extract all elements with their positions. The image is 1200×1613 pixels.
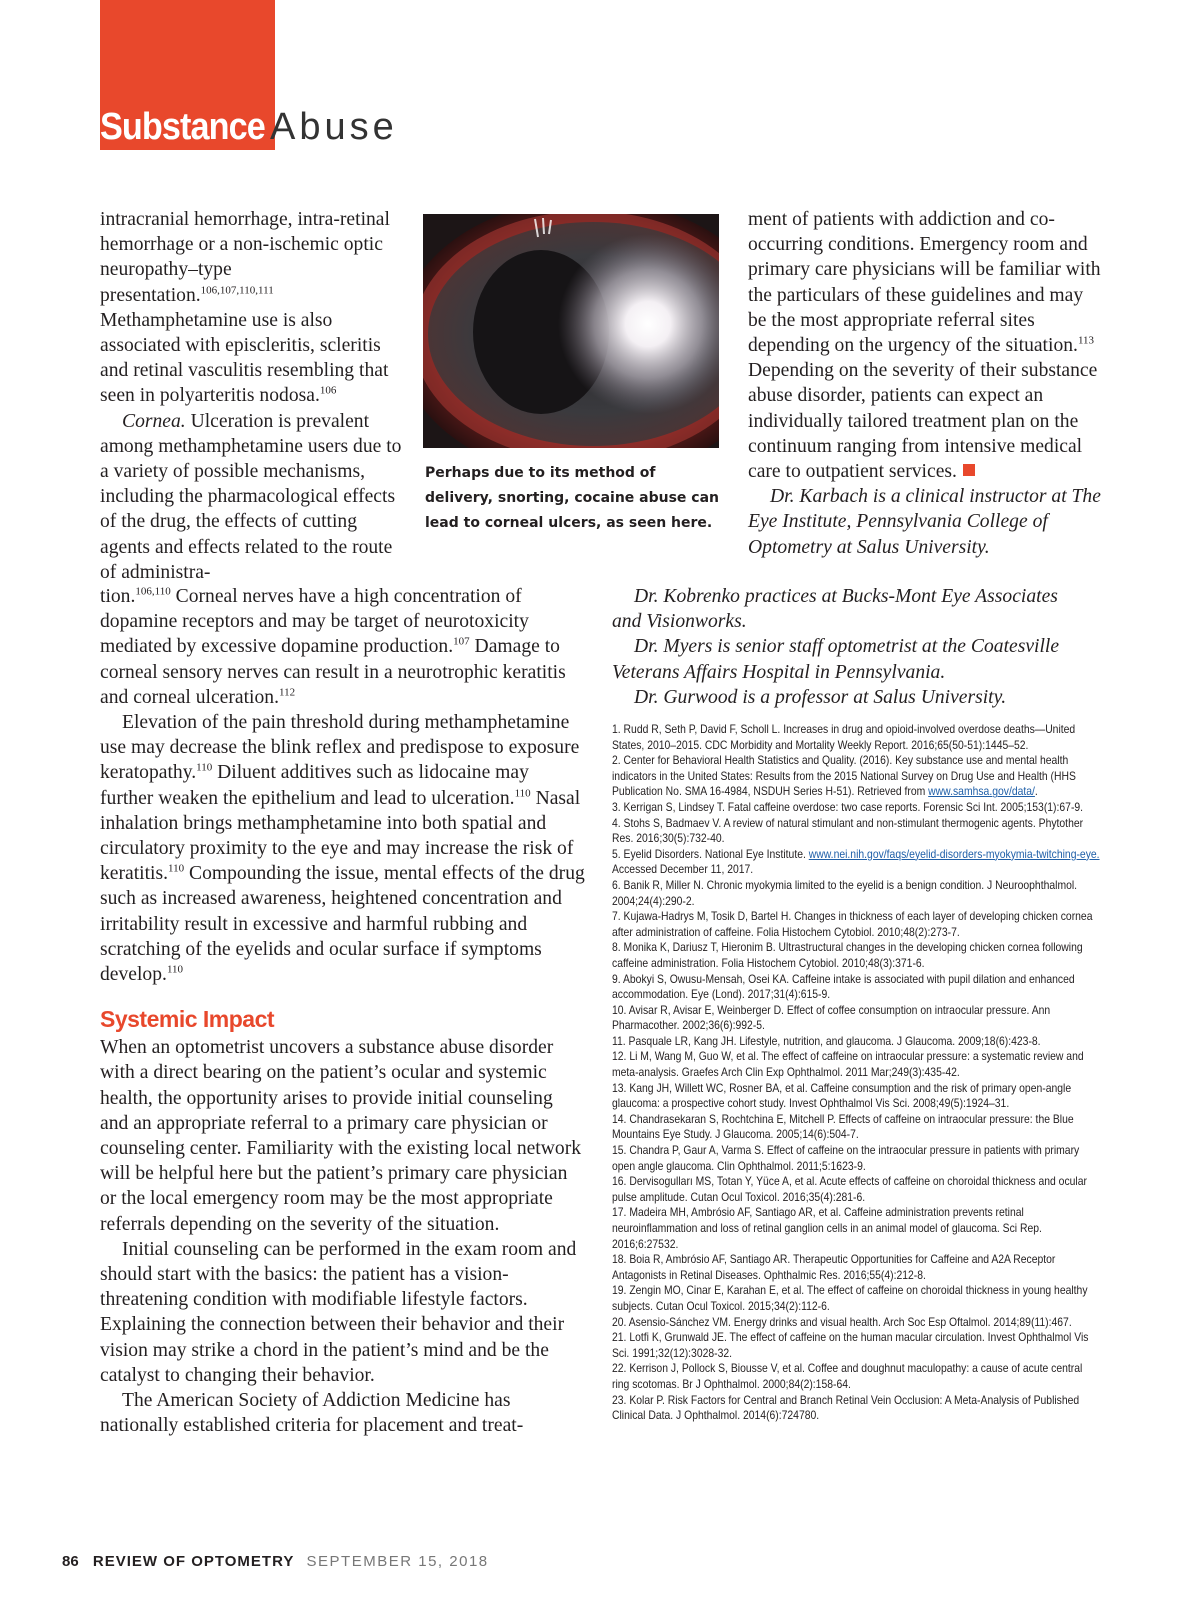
section-title — [100, 101, 398, 149]
paragraph: When an optometrist uncovers a substance abuse disorder with a direct bearing on the patient’s ocular and systemic health, the opportunity arises to provide initial counseling and an appropriate referral to a primary care physician or counseling center. Familiarity with the existing local network will be helpful here but the patient’s primary care physician or the local emergency room may be the most appropriate referrals depending on the severity of the situation. — [100, 1037, 582, 1235]
subhead-systemic-impact: Systemic Impact — [100, 1006, 275, 1033]
section-title-word2: Abuse — [270, 106, 398, 148]
author-bios — [612, 584, 1082, 710]
reference-item: 13. Kang JH, Willett WC, Rosner BA, et al. Caffeine consumption and the risk of primary open-angle glaucoma: a prospective cohort study. Invest Ophthalmol Vis Sci. 2008;49(5):1924–31. — [612, 1080, 1072, 1111]
author-bio: Dr. Myers is senior staff optometrist at the Coatesville Veterans Affairs Hospital in Pennsylvania. — [612, 636, 1060, 683]
reference-item: 18. Boia R, Ambrósio AF, Santiago AR. Therapeutic Opportunities for Caffeine and A2A Receptor Antagonists in Retinal Diseases. Ophthalmic Res. 2016;55(4):212-8. — [612, 1252, 1056, 1282]
left-column-upper — [100, 207, 405, 585]
right-column — [748, 207, 1103, 560]
corneal-ulcer-photo — [423, 214, 719, 448]
issue-date: SEPTEMBER 15, 2018 — [306, 1553, 489, 1570]
reference-item: 15. Chandra P, Gaur A, Varma S. Effect of caffeine on the intraocular pressure in patients with primary open angle glaucoma. Clin Ophthalmol. 2011;5:1623-9. — [612, 1143, 1080, 1173]
reference-item: 12. Li M, Wang M, Guo W, et al. The effect of caffeine on intraocular pressure: a systematic review and meta-analysis. Graefes Arch Clin Exp Ophthalmol. 2011 Mar;249(3):435-42. — [612, 1049, 1084, 1080]
reference-item: 9. Abokyi S, Owusu-Mensah, Osei KA. Caffeine intake is associated with pupil dilation and enhanced accommodation. Eye (Lond). 2017;31(4):615-9. — [612, 971, 1075, 1002]
reference-item: 21. Lotfi K, Grunwald JE. The effect of caffeine on the human macular circulation. Invest Ophthalmol Vis Sci. 1991;32(12):3028-32. — [612, 1330, 1089, 1360]
author-bio: Dr. Karbach is a clinical instructor at The Eye Institute, Pennsylvania College of Optometry at Salus University. — [748, 486, 1101, 558]
reference-item: 20. Asensio-Sánchez VM. Energy drinks and visual health. Arch Soc Esp Oftalmol. 2014;89(11):467. — [612, 1314, 1072, 1329]
reference-item: 14. Chandrasekaran S, Rochtchina E, Mitchell P. Effects of caffeine on intraocular pressure: the Blue Mountains Eye Study. J Glaucoma. 2005;14(6):504-7. — [612, 1111, 1074, 1142]
reference-link[interactable]: www.nei.nih.gov/faqs/eyelid-disorders-myokymia-twitching-eye. — [808, 846, 1100, 861]
left-column-lower — [100, 584, 585, 1439]
reference-item: 1. Rudd R, Seth P, David F, Scholl L. Increases in drug and opioid-involved overdose deaths—United States, 2010–2015. CDC Morbidity and Mortality Weekly Report. 2016;65(50-51):1445–52. — [612, 722, 1076, 752]
paragraph: Elevation of the pain threshold during methamphetamine use may decrease the blink reflex and predispose to exposure keratopathy.$^{110}$ Diluent additives such as lidocaine may further weaken the epithelium and lead to ulceration.$^{110}$ Nasal inhalation brings methamphetamine into both spatial and circulatory proximity to the eye and may increase the risk of keratitis.$^{110}$ Compounding the issue, mental effects of the drug such as increased awareness, heightened concentration and irritability result in excessive and harmful rubbing and scratching of the eyelids and ocular surface if symptoms develop.$^{110}$ — [100, 712, 585, 986]
reference-link[interactable]: www.samhsa.gov/data/ — [928, 784, 1035, 799]
reference-item: 11. Pasquale LR, Kang JH. Lifestyle, nutrition, and glaucoma. J Glaucoma. 2009;18(6):423-8. — [612, 1033, 1041, 1048]
reference-item: 6. Banik R, Miller N. Chronic myokymia limited to the eyelid is a benign condition. J Neuroophthalmol. 2004;24(4):290-2. — [612, 877, 1078, 908]
paragraph: ment of patients with addiction and co-occurring conditions. Emergency room and primary care physicians will be familiar with the particulars of these guidelines and may be the most appropriate referral sites depending on the urgency of the situation.$^{113}$ Depending on the severity of their substance abuse disorder, patients can expect an individually tailored treatment plan on the continuum ranging from intensive medical care to outpatient services. — [748, 209, 1101, 483]
author-bio: Dr. Gurwood is a professor at Salus University. — [634, 686, 1007, 708]
paragraph: Initial counseling can be performed in the exam room and should start with the basics: the patient has a vision-threatening condition with modifiable lifestyle factors. Explaining the connection between their behavior and their vision may strike a chord in the patient’s mind and be the catalyst to changing their behavior. — [100, 1238, 577, 1386]
reference-item: 2. Center for Behavioral Health Statistics and Quality. (2016). Key substance use and mental health indicators in the United States: Results from the 2015 National Survey on Drug Use and Health (HHS Publication No. SMA 16-4984, NSDUH Series H-51). Retrieved from www.samhsa.gov/data/. — [612, 753, 1076, 799]
publication-name: REVIEW OF OPTOMETRY — [92, 1553, 295, 1570]
reference-item: 7. Kujawa-Hadrys M, Tosik D, Bartel H. Changes in thickness of each layer of developing chicken cornea after administration of caffeine. Folia Histochem Cytobiol. 2010;48(2):273-7. — [612, 909, 1093, 939]
run-in-head-cornea: Cornea. — [122, 410, 186, 432]
paragraph: tion.$^{106,110}$ Corneal nerves have a high concentration of dopamine receptors and may be target of neurotoxicity mediated by excessive dopamine production.$^{107}$ Damage to corneal sensory nerves can result in a neurotrophic keratitis and corneal ulceration.$^{112}$ — [100, 585, 566, 708]
page-footer — [62, 1553, 489, 1570]
reference-item: 23. Kolar P. Risk Factors for Central and Branch Retinal Vein Occlusion: A Meta-Analysis of Published Clinical Data. J Ophthalmol. 2014(6):724780. — [612, 1392, 1080, 1423]
reference-item: 10. Avisar R, Avisar E, Weinberger D. Effect of coffee consumption on intraocular pressure. Ann Pharmacother. 2002;36(6):992-5. — [612, 1002, 1051, 1033]
page-number: 86 — [62, 1553, 79, 1570]
reference-item: 3. Kerrigan S, Lindsey T. Fatal caffeine overdose: two case reports. Forensic Sci Int. 2005;153(1):67-9. — [612, 799, 1084, 814]
reference-item: 8. Monika K, Dariusz T, Hieronim B. Ultrastructural changes in the developing chicken cornea following caffeine administration. Folia Histochem Cytobiol. 2010;48(3):371-6. — [612, 940, 1083, 970]
reference-item: 19. Zengin MO, Cinar E, Karahan E, et al. The effect of caffeine on choroidal thickness in young healthy subjects. Cutan Ocul Toxicol. 2015;34(2):112-6. — [612, 1283, 1088, 1313]
references-list — [612, 722, 1101, 1424]
paragraph: Cornea. Ulceration is prevalent among methamphetamine users due to a variety of possible mechanisms, including the pharmacological effects of the drug, the effects of cutting agents and effects related to the route of administra- — [100, 410, 402, 583]
end-of-article-mark — [963, 464, 975, 476]
reference-item: 4. Stohs S, Badmaev V. A review of natural stimulant and non-stimulant thermogenic agents. Phytother Res. 2016;30(5):732-40. — [612, 815, 1084, 846]
reference-item: 16. Dervisogulları MS, Totan Y, Yüce A, et al. Acute effects of caffeine on choroidal thickness and ocular pulse amplitude. Cutan Ocul Toxicol. 2016;35(4):281-6. — [612, 1174, 1087, 1204]
figure-caption: Perhaps due to its method of delivery, snorting, cocaine abuse can lead to corneal ulcers, as seen here. — [425, 465, 720, 531]
reference-item: 22. Kerrison J, Pollock S, Biousse V, et al. Coffee and doughnut maculopathy: a cause of acute central ring scotomas. Br J Ophthalmol. 2000;84(2):158-64. — [612, 1361, 1083, 1391]
paragraph: intracranial hemorrhage, intra-retinal hemorrhage or a non-ischemic optic neuropathy–type presentation.$^{106,107,110,111}$ Methamphetamine use is also associated with episcleritis, scleritis and retinal vasculitis resembling that seen in polyarteritis nodosa.$^{106}$ — [100, 209, 390, 407]
reference-item: 5. Eyelid Disorders. National Eye Institute. www.nei.nih.gov/faqs/eyelid-disorders-myokymia-twitching-eye. Accessed December 11, 2017. — [612, 846, 1100, 877]
paragraph: The American Society of Addiction Medicine has nationally established criteria for placement and treat- — [100, 1390, 524, 1437]
section-title-word1: Substance — [100, 106, 265, 148]
author-bio: Dr. Kobrenko practices at Bucks-Mont Eye Associates and Visionworks. — [612, 586, 1058, 633]
reference-item: 17. Madeira MH, Ambrósio AF, Santiago AR, et al. Caffeine administration prevents retinal neuroinflammation and loss of retinal ganglion cells in an animal model of glaucoma. Sci Rep. 2016;6:27532. — [612, 1205, 1042, 1251]
